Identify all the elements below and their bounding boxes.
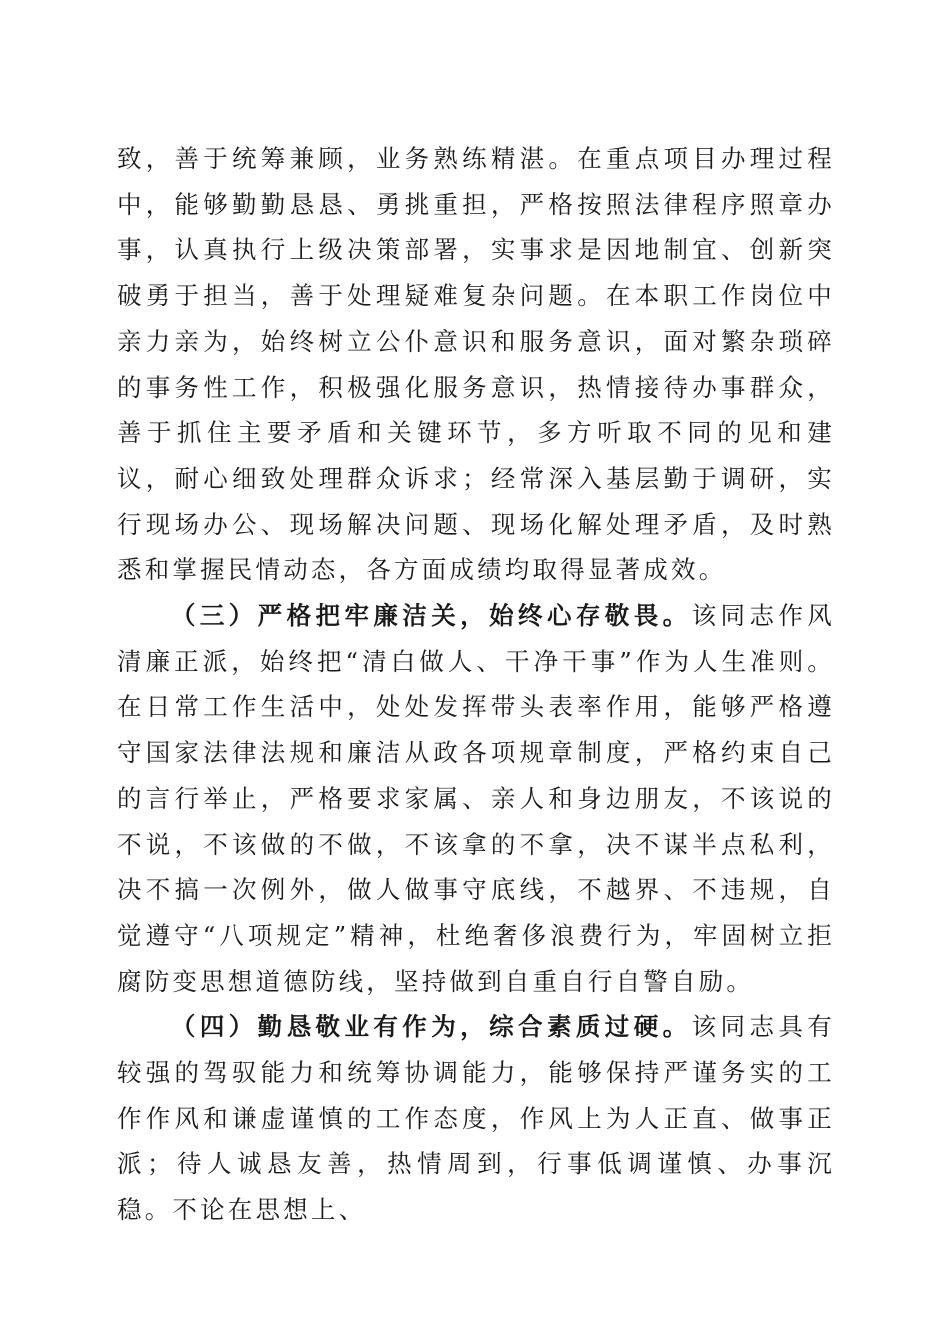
paragraph-text: 该同志作风清廉正派，始终把“清白做人、干净干事”作为人生准则。在日常工作生活中，处处发挥带头表率作用，能够严格遵守国家法律法规和廉洁从政各项规章制度，严格约束自己的言行举止，严格要求家属、亲人和身边朋友，不该说的不说，不该做的不做，不该拿的不拿，决不谋半点私利，决不搞一次例外，做人做事守底线，不越界、不违规，自觉遵守“八项规定”精神，杜绝奢侈浪费行为，牢固树立拒腐防变思想道德防线，坚持做到自重自行自警自励。 — [117, 601, 836, 996]
section-heading-3: （三）严格把牢廉洁关，始终心存敬畏。 — [170, 601, 692, 631]
paragraph-text: 致，善于统筹兼顾，业务熟练精湛。在重点项目办理过程中，能够勤勤恳恳、勇挑重担，严格按照法律程序照章办事，认真执行上级决策部署，实事求是因地制宜、创新突破勇于担当，善于处理疑难复杂问题。在本职工作岗位中亲力亲为，始终树立公仆意识和服务意识，面对繁杂琐碎的事务性工作，积极强化服务意识，热情接待办事群众，善于抓住主要矛盾和关键环节，多方听取不同的见和建议，耐心细致处理群众诉求；经常深入基层勤于调研，实行现场办公、现场解决问题、现场化解处理矛盾，及时熟悉和掌握民情动态，各方面成绩均取得显著成效。 — [117, 144, 835, 585]
paragraph-continuation — [117, 136, 835, 593]
paragraph-text: 该同志具有较强的驾驭能力和统筹协调能力，能够保持严谨务实的工作作风和谦虚谨慎的工作态度，作风上为人正直、做事正派；待人诚恳友善，热情周到，行事低调谨慎、办事沉稳。不论在思想上、 — [117, 1012, 836, 1225]
document-body — [117, 136, 835, 1233]
section-heading-4: （四）勤恳敬业有作为，综合素质过硬。 — [170, 1012, 692, 1042]
paragraph-section-3 — [117, 593, 835, 1004]
paragraph-section-4 — [117, 1004, 835, 1233]
